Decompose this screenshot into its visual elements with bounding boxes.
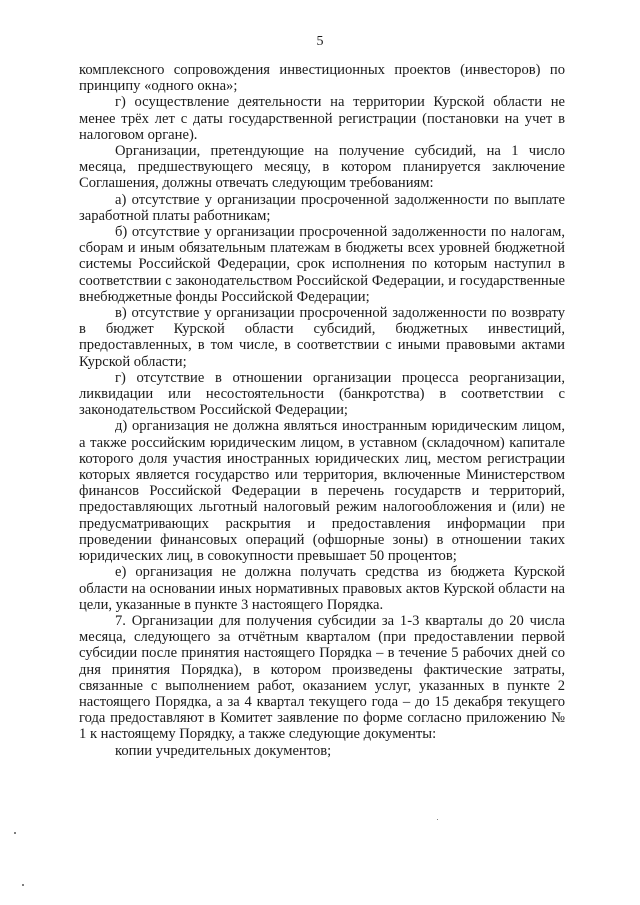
scan-speck bbox=[22, 884, 24, 886]
paragraph-item-d: д) организация не должна являться иностранным юридическим лицом, а также российским юридическим лицом, в уставном (складочном) капитале которого доля участия иностранных юридических лиц, местом регистрации которых является государство или территория, включенные Министерством финансов Российской Федерации в перечень государств и территорий, предоставляющих льготный налоговый режим налогообложения и (или) не предусматривающих раскрытия и предоставления информации при проведении финансовых операций (офшорные зоны) в отношении таких юридических лиц, в совокупности превышает 50 процентов; bbox=[79, 418, 565, 565]
paragraph-item-b: б) отсутствие у организации просроченной задолженности по налогам, сборам и иным обязательным платежам в бюджеты всех уровней бюджетной системы Российской Федерации, срок исполнения по которым наступил в соответствии с законодательством Российской Федерации, и государственные внебюджетные фонды Российской Федерации; bbox=[79, 224, 565, 305]
paragraph-item-v: в) отсутствие у организации просроченной задолженности по возврату в бюджет Курской области субсидий, бюджетных инвестиций, предоставленных, в том числе, в соответствии с иными правовыми актами Курской области; bbox=[79, 305, 565, 370]
paragraph-item-g-activity: г) осуществление деятельности на территории Курской области не менее трёх лет с даты государственной регистрации (постановки на учет в налоговом органе). bbox=[79, 94, 565, 143]
paragraph-section-7: 7. Организации для получения субсидии за 1-3 кварталы до 20 числа месяца, следующего за отчётным кварталом (при предоставлении первой субсидии после принятия настоящего Порядка – в течение 5 рабочих дней со дня принятия Порядка), в котором произведены фактические затраты, связанные с выполнением работ, оказанием услуг, указанных в пункте 2 настоящего Порядка, а за 4 квартал текущего года – до 15 декабря текущего года предоставляют в Комитет заявление по форме согласно приложению № 1 к настоящему Порядку, а также следующие документы: bbox=[79, 612, 565, 743]
paragraph-continuation: комплексного сопровождения инвестиционных проектов (инвесторов) по принципу «одного окна»; bbox=[79, 62, 565, 95]
scan-speck bbox=[437, 819, 438, 820]
paragraph-item-e: е) организация не должна получать средства из бюджета Курской области на основании иных нормативных правовых актов Курской области на цели, указанные в пункте 3 настоящего Порядка. bbox=[79, 564, 565, 613]
paragraph-document-copies: копии учредительных документов; bbox=[115, 742, 332, 759]
document-body bbox=[79, 62, 565, 759]
paragraph-item-a: а) отсутствие у организации просроченной задолженности по выплате заработной платы работникам; bbox=[79, 191, 565, 224]
page-number: 5 bbox=[316, 34, 324, 49]
paragraph-requirements-intro: Организации, претендующие на получение субсидий, на 1 число месяца, предшествующего месяцу, в котором планируется заключение Соглашения, должны отвечать следующим требованиям: bbox=[79, 143, 565, 192]
scan-speck bbox=[14, 832, 16, 834]
paragraph-item-g-reorganization: г) отсутствие в отношении организации процесса реорганизации, ликвидации или несостоятельности (банкротства) в соответствии с законодательством Российской Федерации; bbox=[79, 369, 565, 419]
